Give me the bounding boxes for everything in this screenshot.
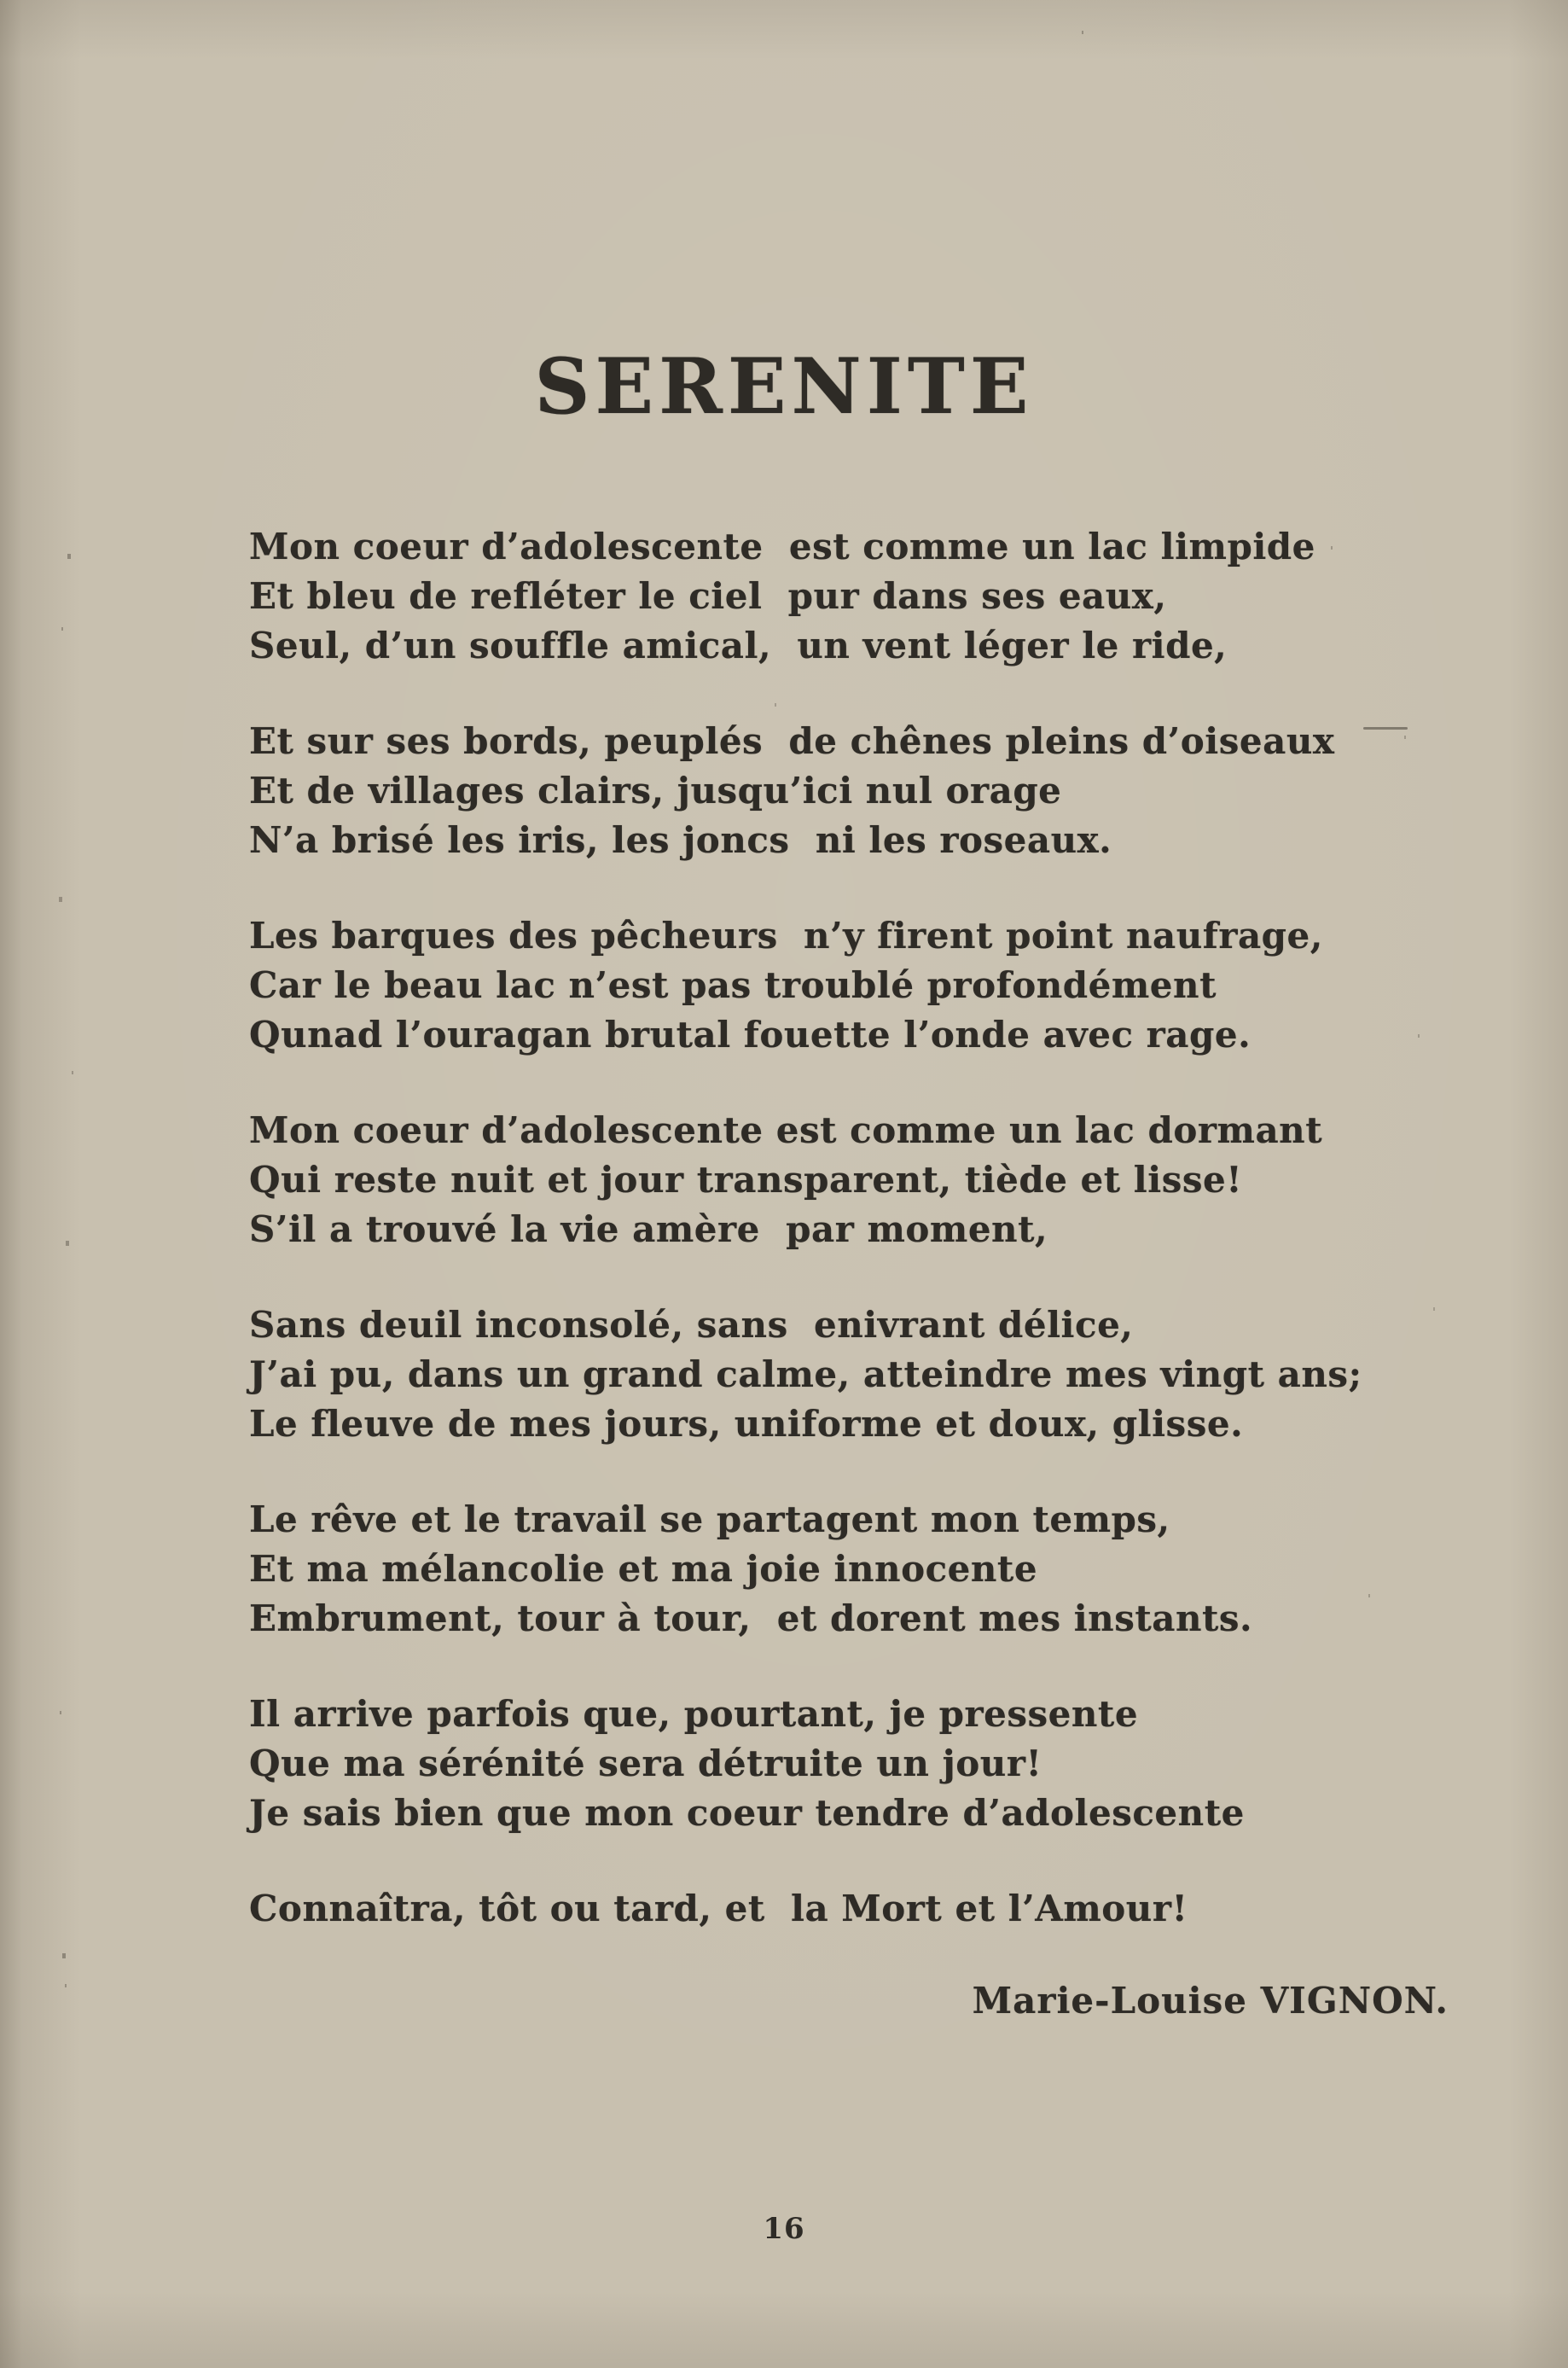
poem-line: Mon coeur d’adolescente est comme un lac dormant <box>249 1109 1323 1151</box>
poem-line: Le rêve et le travail se partagent mon temps, <box>249 1498 1170 1540</box>
stanza-7 <box>249 1690 1449 1838</box>
poem-line: Il arrive parfois que, pourtant, je pressente <box>249 1693 1139 1735</box>
page-number: 16 <box>763 2212 805 2246</box>
poem-line: Je sais bien que mon coeur tendre d’adolescente <box>249 1792 1245 1834</box>
poem-line: Car le beau lac n’est pas troublé profondément <box>249 964 1217 1006</box>
poem-line: Et de villages clairs, jusqu’ici nul orage <box>249 770 1062 812</box>
stanza-6 <box>249 1495 1449 1644</box>
poem-title: SERENITE <box>534 341 1034 432</box>
poem-line: Mon coeur d’adolescente est comme un lac limpide <box>249 526 1315 567</box>
stanza-3 <box>249 911 1449 1060</box>
poem-line: J’ai pu, dans un grand calme, atteindre mes vingt ans; <box>249 1353 1362 1395</box>
poem-line: Que ma sérénité sera détruite un jour! <box>249 1743 1042 1784</box>
stanza-4 <box>249 1106 1449 1254</box>
stanza-5 <box>249 1300 1449 1449</box>
poem-line: Et ma mélancolie et ma joie innocente <box>249 1548 1038 1590</box>
poem-line: Embrument, tour à tour, et dorent mes instants. <box>249 1597 1253 1639</box>
poem-line: Seul, d’un souffle amical, un vent léger le ride, <box>249 625 1228 666</box>
poem-line: Qui reste nuit et jour transparent, tiède et lisse! <box>249 1159 1243 1201</box>
stanza-8 <box>249 1884 1449 1934</box>
stanza-2 <box>249 717 1449 865</box>
poem-line: S’il a trouvé la vie amère par moment, <box>249 1208 1048 1250</box>
poem-line: Les barques des pêcheurs n’y firent point naufrage, <box>249 915 1323 957</box>
stanza-1 <box>249 522 1449 671</box>
scan-dash-artifact <box>1363 727 1408 730</box>
poem-line: Et sur ses bords, peuplés de chênes pleins d’oiseaux <box>249 720 1335 762</box>
poem-line: Qunad l’ouragan brutal fouette l’onde avec rage. <box>249 1014 1251 1056</box>
poem-line: N’a brisé les iris, les joncs ni les roseaux. <box>249 819 1112 861</box>
poem-line: Sans deuil inconsolé, sans enivrant délice, <box>249 1304 1134 1346</box>
poem-line: Le fleuve de mes jours, uniforme et doux, glisse. <box>249 1403 1244 1445</box>
poem-line: Connaîtra, tôt ou tard, et la Mort et l’Amour! <box>249 1888 1188 1929</box>
poem-line: Et bleu de refléter le ciel pur dans ses eaux, <box>249 575 1167 617</box>
paper-speck-marks <box>0 0 2 3</box>
author-signature: Marie-Louise VIGNON. <box>972 1980 1449 2022</box>
poem-body <box>249 522 1449 2022</box>
